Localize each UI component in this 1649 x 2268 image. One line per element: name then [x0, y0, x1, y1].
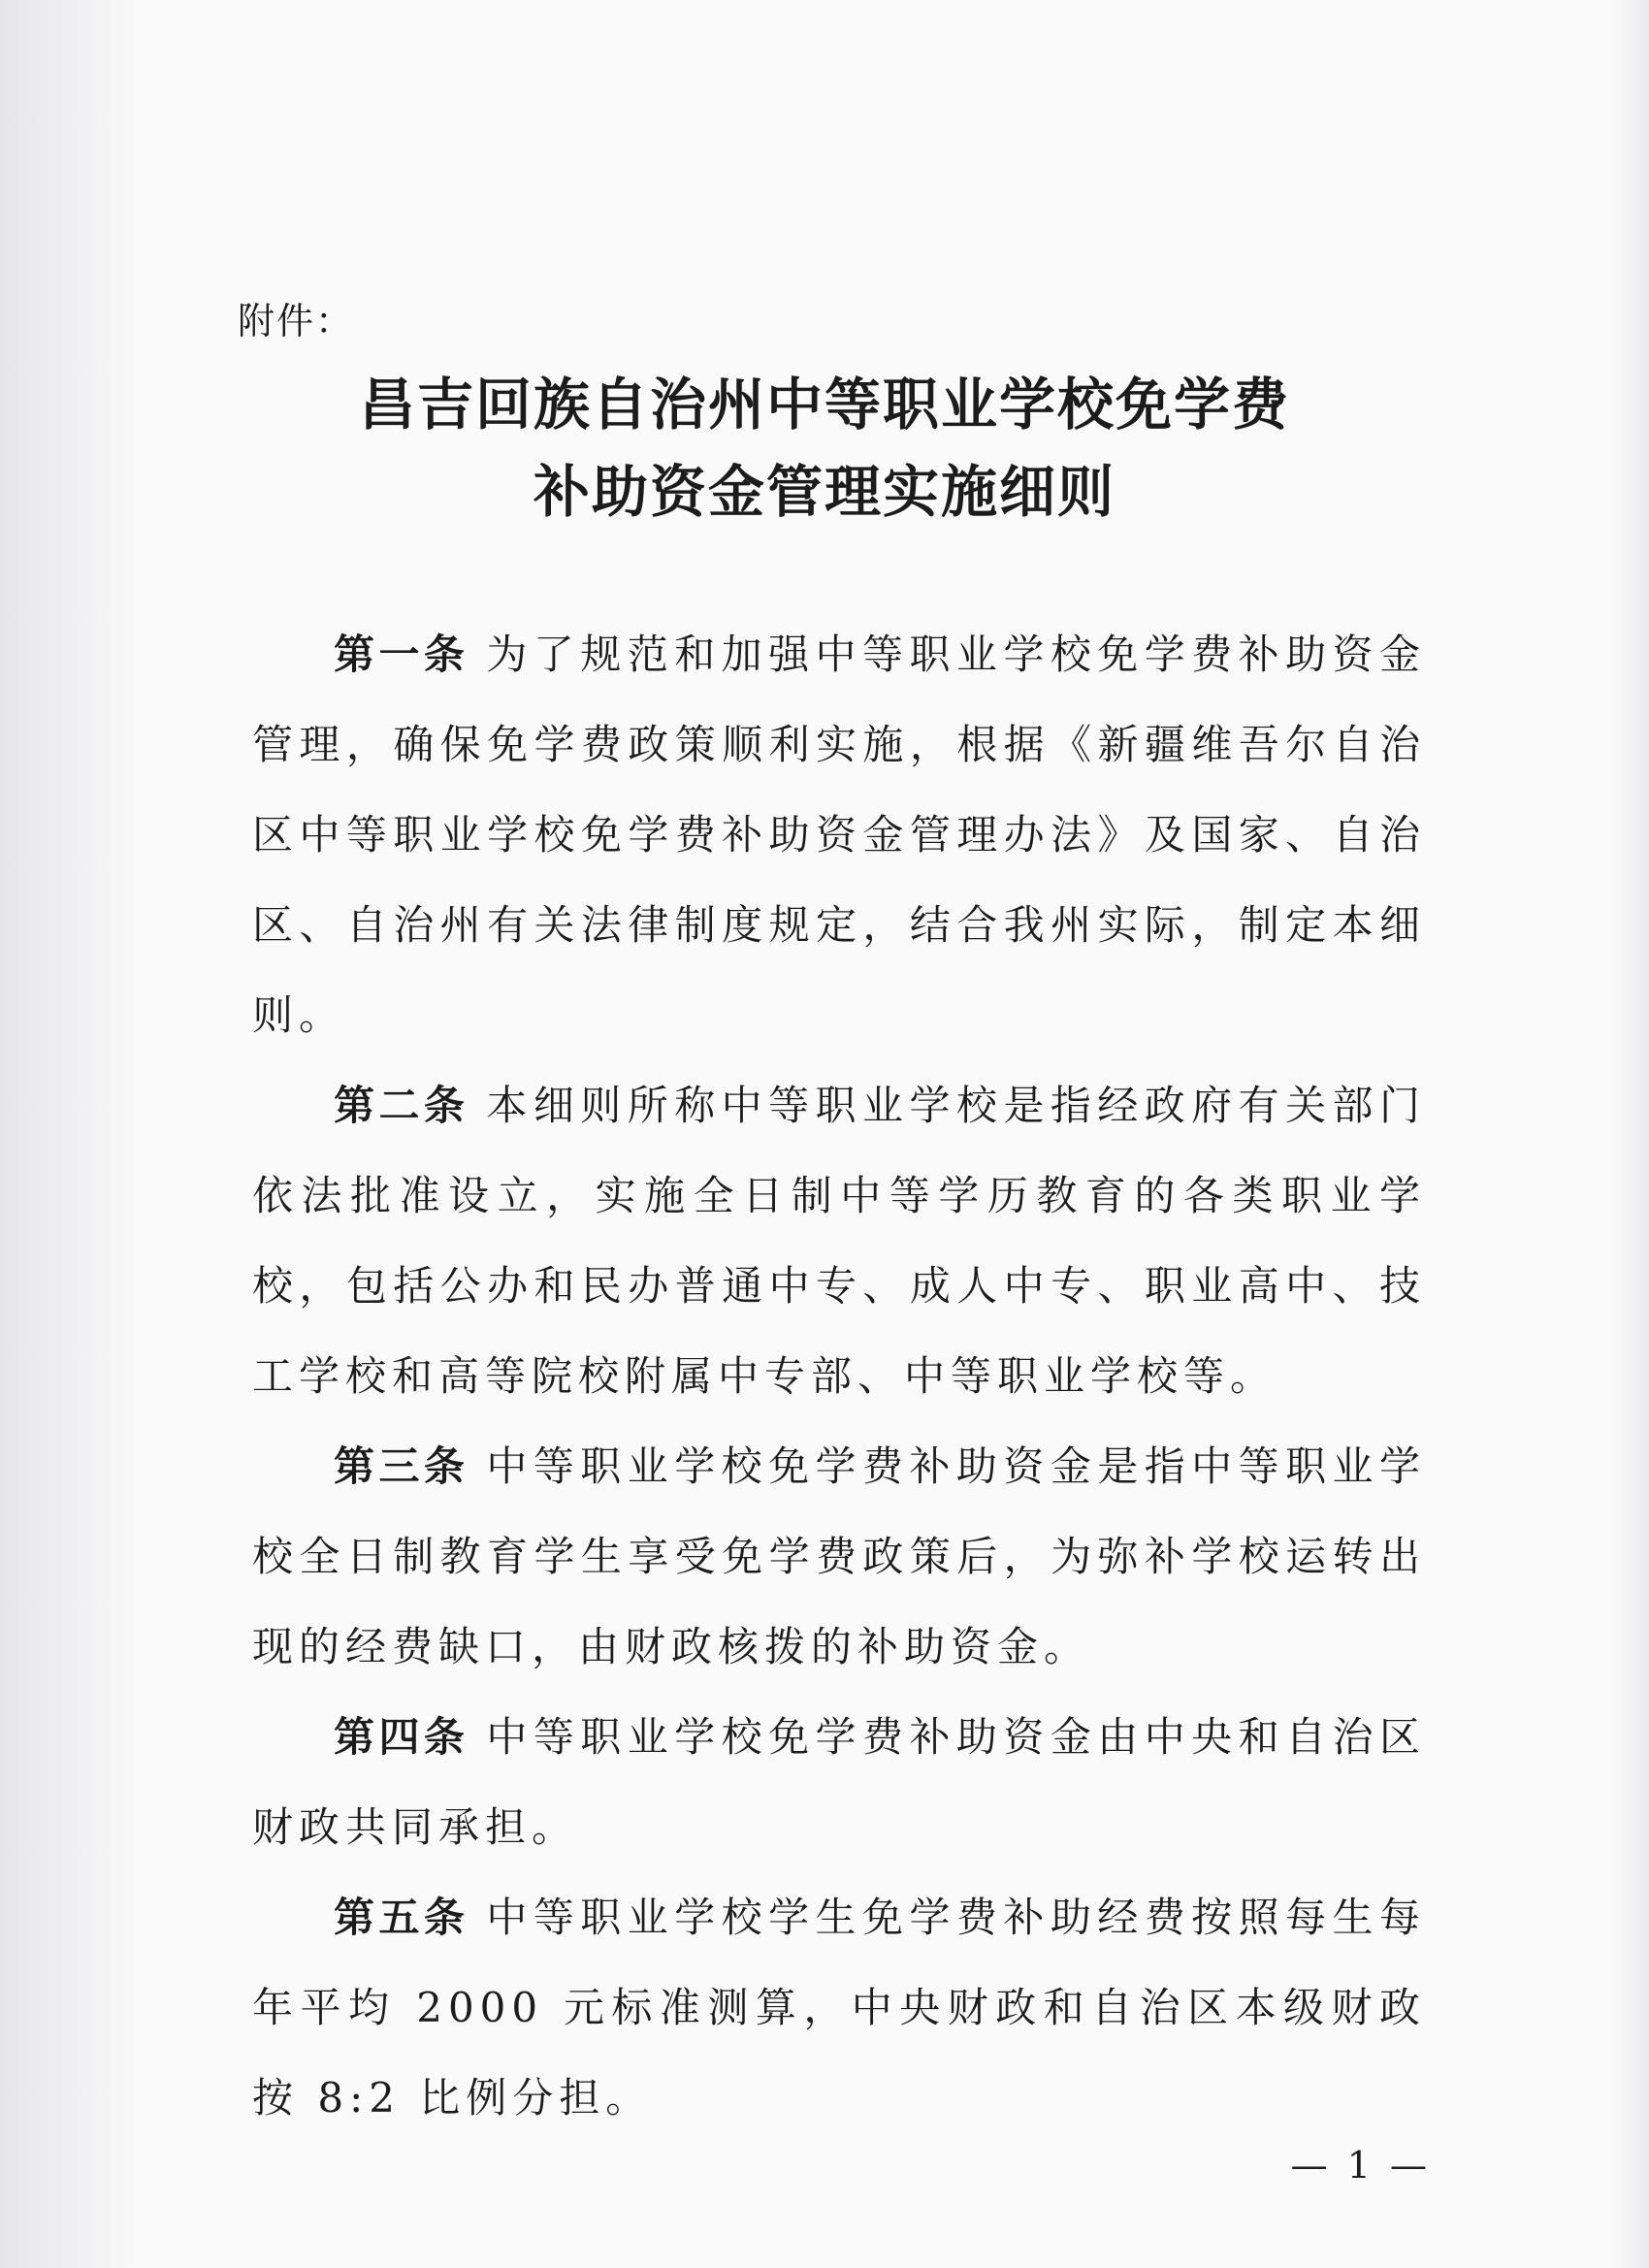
article-3 [252, 1421, 1426, 1692]
article-heading: 第三条 [334, 1442, 469, 1490]
page-number: — 1 — [1290, 2144, 1431, 2187]
article-text: 中等职业学校学生免学费补助经费按照每生每年平均 2000 元标准测算，中央财政和自治区本级财政按 8:2 比例分担。 [252, 1894, 1426, 2122]
attachment-label: 附件： [238, 300, 355, 342]
article-heading: 第二条 [334, 1082, 469, 1129]
document-title-line-2: 补助资金管理实施细则 [533, 459, 1116, 525]
document-body [252, 609, 1426, 2143]
article-heading: 第一条 [334, 631, 469, 678]
article-2 [252, 1060, 1426, 1421]
article-heading: 第四条 [334, 1713, 469, 1761]
article-text: 本细则所称中等职业学校是指经政府有关部门依法批准设立，实施全日制中等学历教育的各类职业学校，包括公办和民办普通中专、成人中专、职业高中、技工学校和高等院校附属中专部、中等职业学校等。 [252, 1082, 1426, 1400]
document-title-line-1: 昌吉回族自治州中等职业学校免学费 [358, 372, 1290, 437]
article-5 [252, 1872, 1426, 2143]
article-text: 为了规范和加强中等职业学校免学费补助资金管理，确保免学费政策顺利实施，根据《新疆维吾尔自治区中等职业学校免学费补助资金管理办法》及国家、自治区、自治州有关法律制度规定，结合我州实际，制定本细则。 [252, 631, 1426, 1039]
article-1 [252, 609, 1426, 1060]
article-text: 中等职业学校免学费补助资金由中央和自治区财政共同承担。 [252, 1713, 1426, 1851]
scan-shadow-right [1610, 0, 1649, 2268]
article-heading: 第五条 [334, 1894, 469, 1941]
article-text: 中等职业学校免学费补助资金是指中等职业学校全日制教育学生享受免学费政策后，为弥补学校运转出现的经费缺口，由财政核拨的补助资金。 [252, 1442, 1426, 1670]
article-4 [252, 1692, 1426, 1872]
scan-shadow-left [0, 0, 146, 2268]
